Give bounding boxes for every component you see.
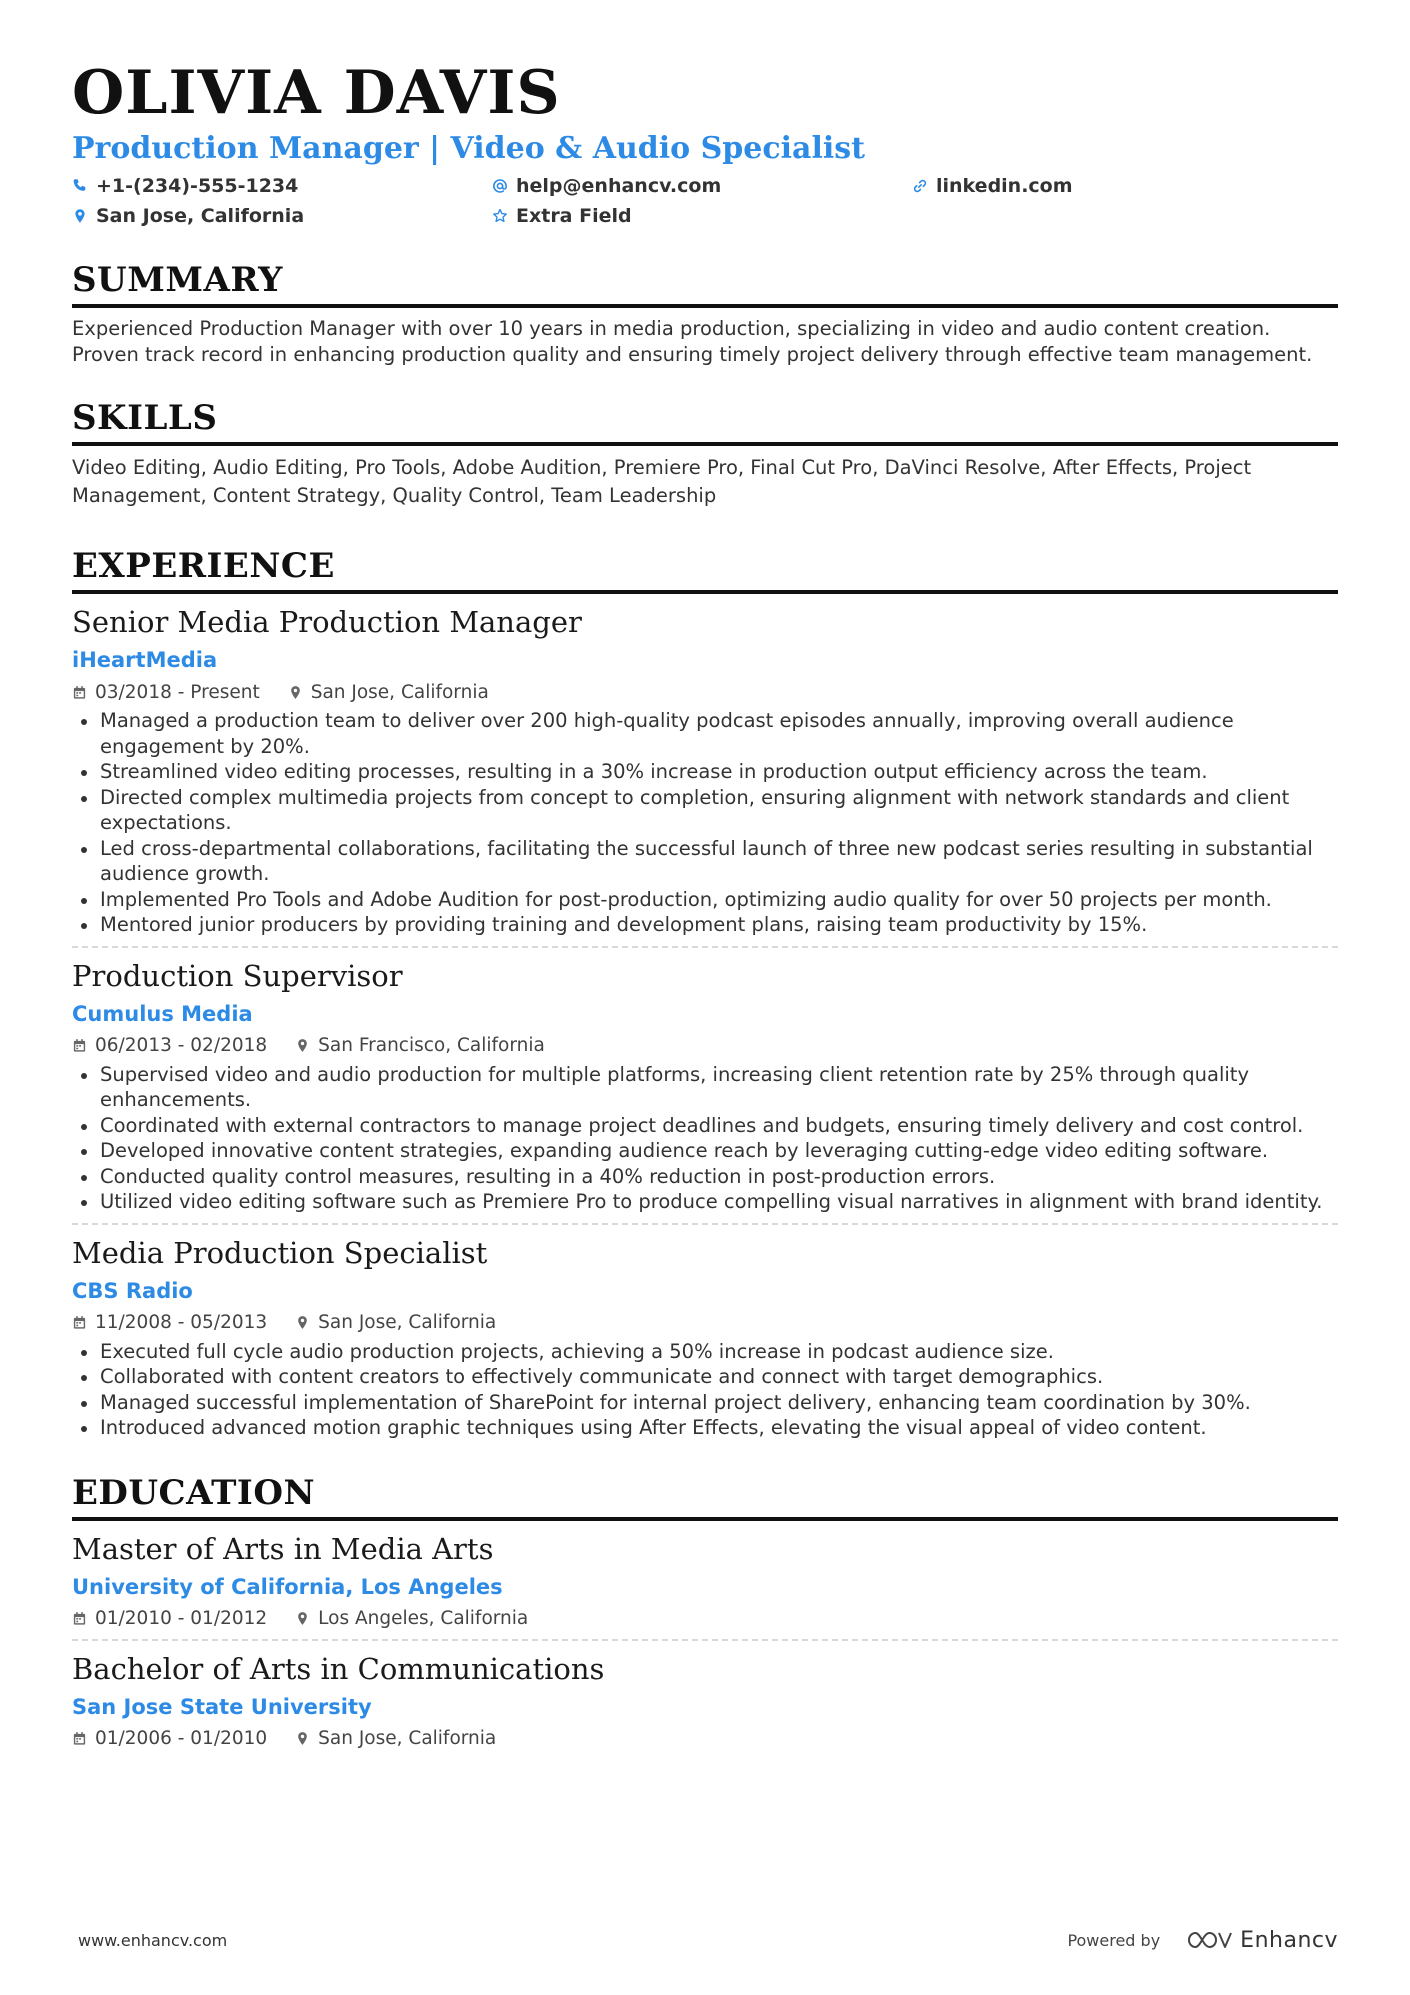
location-text: San Jose, California bbox=[96, 205, 305, 227]
bullet-item: Conducted quality control measures, resulting in a 40% reduction in post-production errors. bbox=[72, 1164, 1338, 1190]
job-bullets bbox=[72, 708, 1338, 938]
contact-info bbox=[72, 174, 1338, 228]
job-title: Media Production Specialist bbox=[72, 1235, 488, 1270]
extra-field-text: Extra Field bbox=[516, 205, 632, 227]
education-dates: 01/2010 - 01/2012 bbox=[95, 1608, 268, 1629]
bullet-item: Mentored junior producers by providing training and development plans, raising team productivity by 15%. bbox=[72, 912, 1338, 938]
education-entry bbox=[72, 1651, 1338, 1751]
powered-by bbox=[1067, 1928, 1338, 1953]
job-bullets bbox=[72, 1062, 1338, 1215]
job-meta bbox=[72, 1034, 1338, 1058]
skills-section bbox=[72, 396, 1338, 510]
contact-linkedin[interactable] bbox=[912, 174, 1312, 198]
calendar-icon bbox=[72, 1315, 87, 1330]
job-bullets bbox=[72, 1339, 1338, 1441]
contact-phone[interactable] bbox=[72, 174, 492, 198]
calendar-icon bbox=[72, 1731, 87, 1746]
phone-text: +1-(234)-555-1234 bbox=[96, 175, 299, 197]
bullet-item: Collaborated with content creators to effectively communicate and connect with target demographics. bbox=[72, 1364, 1338, 1390]
bullet-item: Directed complex multimedia projects from concept to completion, ensuring alignment with network standards and client expectations. bbox=[72, 785, 1338, 836]
school-name[interactable]: University of California, Los Angeles bbox=[72, 1574, 503, 1599]
footer bbox=[78, 1925, 1338, 1955]
bullet-item: Streamlined video editing processes, resulting in a 30% increase in production output efficiency across the team. bbox=[72, 759, 1338, 785]
summary-section bbox=[72, 258, 1338, 368]
job-location: San Jose, California bbox=[318, 1312, 497, 1333]
job-meta bbox=[72, 1311, 1338, 1335]
education-location: Los Angeles, California bbox=[318, 1608, 529, 1629]
powered-by-label: Powered by bbox=[1067, 1930, 1161, 1950]
company-name[interactable]: CBS Radio bbox=[72, 1278, 193, 1303]
bullet-item: Led cross-departmental collaborations, facilitating the successful launch of three new podcast series resulting in substantial audience growth. bbox=[72, 836, 1338, 887]
job-dates: 03/2018 - Present bbox=[95, 681, 260, 703]
job-dates: 11/2008 - 05/2013 bbox=[95, 1312, 268, 1333]
bullet-item: Managed a production team to deliver over 200 high-quality podcast episodes annually, improving overall audience engagement by 20%. bbox=[72, 708, 1338, 759]
footer-brand[interactable]: Enhancv bbox=[1240, 1927, 1338, 1953]
summary-text: Experienced Production Manager with over 10 years in media production, specializing in video and audio content creation. Proven track record in enhancing production quality and ensuring timely project delivery through effective team management. bbox=[72, 317, 1313, 366]
summary-title: SUMMARY bbox=[72, 258, 1338, 308]
education-dates: 01/2006 - 01/2010 bbox=[95, 1728, 268, 1749]
linkedin-text: linkedin.com bbox=[936, 175, 1073, 197]
calendar-icon bbox=[72, 685, 87, 700]
skills-title: SKILLS bbox=[72, 396, 1338, 446]
education-meta bbox=[72, 1727, 1338, 1751]
job-entry bbox=[72, 604, 1338, 948]
map-pin-icon bbox=[295, 1611, 310, 1626]
degree-title: Master of Arts in Media Arts bbox=[72, 1531, 494, 1566]
job-location: San Francisco, California bbox=[318, 1035, 545, 1056]
calendar-icon bbox=[72, 1611, 87, 1626]
bullet-item: Utilized video editing software such as Premiere Pro to produce compelling visual narratives in alignment with brand identity. bbox=[72, 1189, 1338, 1215]
bullet-item: Introduced advanced motion graphic techniques using After Effects, elevating the visual appeal of video content. bbox=[72, 1415, 1338, 1441]
link-icon bbox=[912, 178, 928, 194]
job-location: San Jose, California bbox=[310, 681, 489, 703]
phone-icon bbox=[72, 178, 88, 194]
education-section bbox=[72, 1471, 1338, 1751]
school-name[interactable]: San Jose State University bbox=[72, 1694, 372, 1719]
education-location: San Jose, California bbox=[318, 1728, 497, 1749]
bullet-item: Developed innovative content strategies, expanding audience reach by leveraging cutting-edge video editing software. bbox=[72, 1138, 1338, 1164]
company-name[interactable]: Cumulus Media bbox=[72, 1001, 253, 1026]
education-meta bbox=[72, 1607, 1338, 1631]
company-name[interactable]: iHeartMedia bbox=[72, 648, 218, 672]
bullet-item: Supervised video and audio production for multiple platforms, increasing client retention rate by 25% through quality enhancements. bbox=[72, 1062, 1338, 1113]
entry-divider bbox=[72, 1639, 1338, 1641]
headline: Production Manager | Video & Audio Specialist bbox=[72, 131, 865, 166]
contact-extra bbox=[492, 204, 912, 228]
map-pin-icon bbox=[295, 1731, 310, 1746]
contact-location bbox=[72, 204, 492, 228]
bullet-item: Executed full cycle audio production projects, achieving a 50% increase in podcast audience size. bbox=[72, 1339, 1338, 1365]
enhancv-logo-icon bbox=[1186, 1929, 1232, 1951]
map-pin-icon bbox=[72, 208, 88, 224]
skills-text: Video Editing, Audio Editing, Pro Tools, Adobe Audition, Premiere Pro, Final Cut Pro, DaVinci Resolve, After Effects, Project Management, Content Strategy, Quality Control, Team Leadership bbox=[72, 456, 1252, 507]
bullet-item: Implemented Pro Tools and Adobe Audition for post-production, optimizing audio quality for over 50 projects per month. bbox=[72, 887, 1338, 913]
candidate-name: OLIVIA DAVIS bbox=[72, 58, 561, 128]
experience-title: EXPERIENCE bbox=[72, 544, 1338, 594]
footer-url[interactable]: www.enhancv.com bbox=[78, 1930, 228, 1950]
calendar-icon bbox=[72, 1038, 87, 1053]
education-title: EDUCATION bbox=[72, 1471, 1338, 1521]
job-title: Production Supervisor bbox=[72, 958, 403, 993]
job-entry bbox=[72, 958, 1338, 1225]
job-entry bbox=[72, 1235, 1338, 1441]
degree-title: Bachelor of Arts in Communications bbox=[72, 1651, 605, 1686]
education-entry bbox=[72, 1531, 1338, 1641]
map-pin-icon bbox=[295, 1315, 310, 1330]
experience-section bbox=[72, 544, 1338, 1441]
contact-email[interactable] bbox=[492, 174, 912, 198]
map-pin-icon bbox=[288, 685, 303, 700]
at-icon bbox=[492, 178, 508, 194]
email-text: help@enhancv.com bbox=[516, 175, 722, 197]
job-title: Senior Media Production Manager bbox=[72, 605, 582, 639]
job-meta bbox=[72, 680, 1338, 704]
bullet-item: Coordinated with external contractors to manage project deadlines and budgets, ensuring timely delivery and cost control. bbox=[72, 1113, 1338, 1139]
job-dates: 06/2013 - 02/2018 bbox=[95, 1035, 268, 1056]
star-icon bbox=[492, 208, 508, 224]
bullet-item: Managed successful implementation of SharePoint for internal project delivery, enhancing team coordination by 30%. bbox=[72, 1390, 1338, 1416]
map-pin-icon bbox=[295, 1038, 310, 1053]
entry-divider bbox=[72, 946, 1338, 948]
entry-divider bbox=[72, 1223, 1338, 1225]
